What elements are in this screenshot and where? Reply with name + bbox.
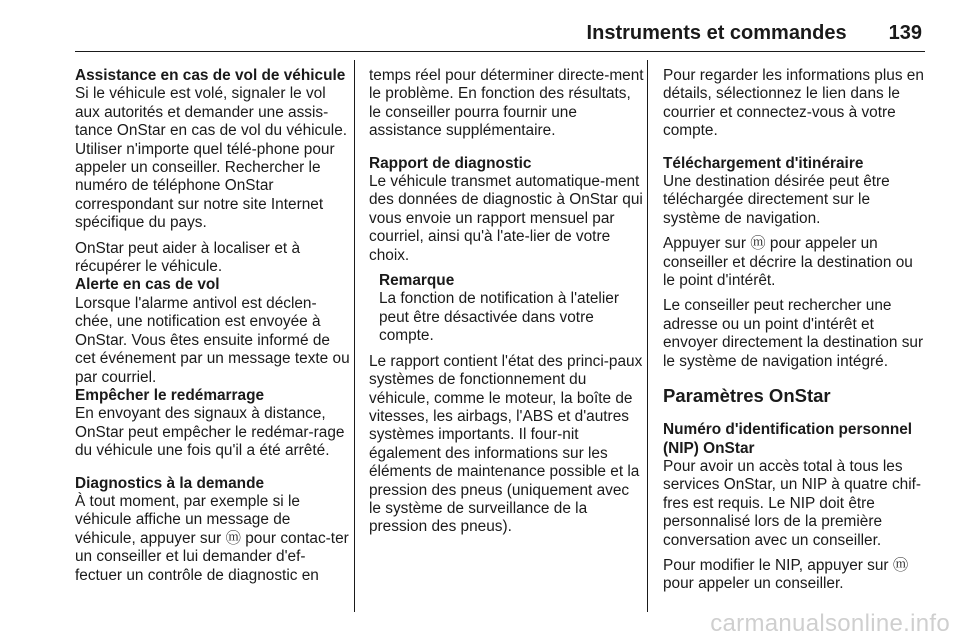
paragraph-nip-1: Pour avoir un accès total à tous les services OnStar, un NIP à quatre chif-fres est requis. Le NIP doit être personnalisé lors de la première conversation avec un conseiller. (663, 457, 922, 549)
column-divider-2 (647, 60, 648, 612)
paragraph-diagnostics-demande: À tout moment, par exemple si le véhicule affiche un message de véhicule, appuyer sur ⓜ pour contac-ter un conseiller et lui demander d'ef-fectuer un contrôle de diagnostic en (75, 492, 349, 584)
column-divider-1 (354, 60, 355, 612)
page-header (75, 22, 922, 48)
header-rule (75, 51, 925, 52)
heading-parametres-onstar: Paramètres OnStar (663, 385, 831, 407)
note-title: Remarque (379, 272, 455, 290)
column-2 (369, 67, 644, 544)
paragraph-telechargement-3: Le conseiller peut rechercher une adresse ou un point d'intérêt et envoyer directement la destination sur le système de navigation intégré. (663, 297, 924, 370)
heading-nip: Numéro d'identification personnel (NIP) OnStar (663, 421, 913, 457)
paragraph-rapport-suite: Pour regarder les informations plus en détails, sélectionnez le lien dans le courrier et connectez-vous à votre compte. (663, 67, 924, 140)
paragraph-rapport-diagnostic: Le véhicule transmet automatique-ment des données de diagnostic à OnStar qui vous envoie un rapport mensuel par courriel, ainsi qu'à l'ate-lier de votre choix. (369, 173, 643, 264)
page-title: Instruments et commandes (586, 22, 847, 44)
note-text: La fonction de notification à l'atelier peut être désactivée dans votre compte. (379, 290, 619, 345)
paragraph-rapport-contenu: Le rapport contient l'état des princi-paux systèmes de fonctionnement du véhicule, comme le moteur, la boîte de vitesses, les airbags, l'ABS et d'autres systèmes importants. Il four-nit également des informations sur les éléments de maintenance possible et la pression des pneus (uniquement avec le système de surveillance de la pression des pneus). (369, 352, 643, 536)
paragraph-assistance-vol: Si le véhicule est volé, signaler le vol aux autorités et demander une assis-tance OnStar en cas de vol du véhicule. Utiliser n'importe quel télé-phone pour appeler un conseiller. Rechercher le numéro de téléphone OnStar correspondant sur notre site Internet spécifique du pays. (75, 85, 348, 232)
heading-rapport-diagnostic: Rapport de diagnostic (369, 154, 532, 172)
column-1 (75, 67, 350, 592)
paragraph-localiser: OnStar peut aider à localiser et à récupérer le véhicule. (75, 239, 300, 276)
paragraph-empecher-redemarrage: En envoyant des signaux à distance, OnStar peut empêcher le redémar-rage du véhicule une fois qu'il a été arrêté. (75, 405, 345, 460)
paragraph-alerte-vol: Lorsque l'alarme antivol est déclen-chée, une notification est envoyée à OnStar. Vous êtes ensuite informé de cet événement par un message texte ou par courriel. (75, 294, 350, 386)
page-number: 139 (888, 22, 922, 44)
heading-alerte-vol: Alerte en cas de vol (75, 276, 220, 294)
heading-empecher-redemarrage: Empêcher le redémarrage (75, 386, 265, 404)
paragraph-telechargement-2: Appuyer sur ⓜ pour appeler un conseiller et décrire la destination ou le point d'intérêt. (663, 235, 913, 290)
heading-assistance-vol: Assistance en cas de vol de véhicule (75, 67, 346, 84)
watermark: carmanualsonline.info (710, 610, 950, 637)
column-3 (663, 67, 927, 601)
paragraph-telechargement-1: Une destination désirée peut être téléchargée directement sur le système de navigation. (663, 173, 890, 227)
paragraph-nip-2: Pour modifier le NIP, appuyer sur ⓜ pour appeler un conseiller. (663, 556, 909, 593)
paragraph-diagnostics-suite: temps réel pour déterminer directe-ment le problème. En fonction des résultats, le conseiller pourra fournir une assistance supplémentaire. (369, 67, 644, 140)
heading-telechargement-itineraire: Téléchargement d'itinéraire (663, 154, 864, 172)
note-box (379, 272, 644, 346)
heading-diagnostics-demande: Diagnostics à la demande (75, 474, 265, 492)
